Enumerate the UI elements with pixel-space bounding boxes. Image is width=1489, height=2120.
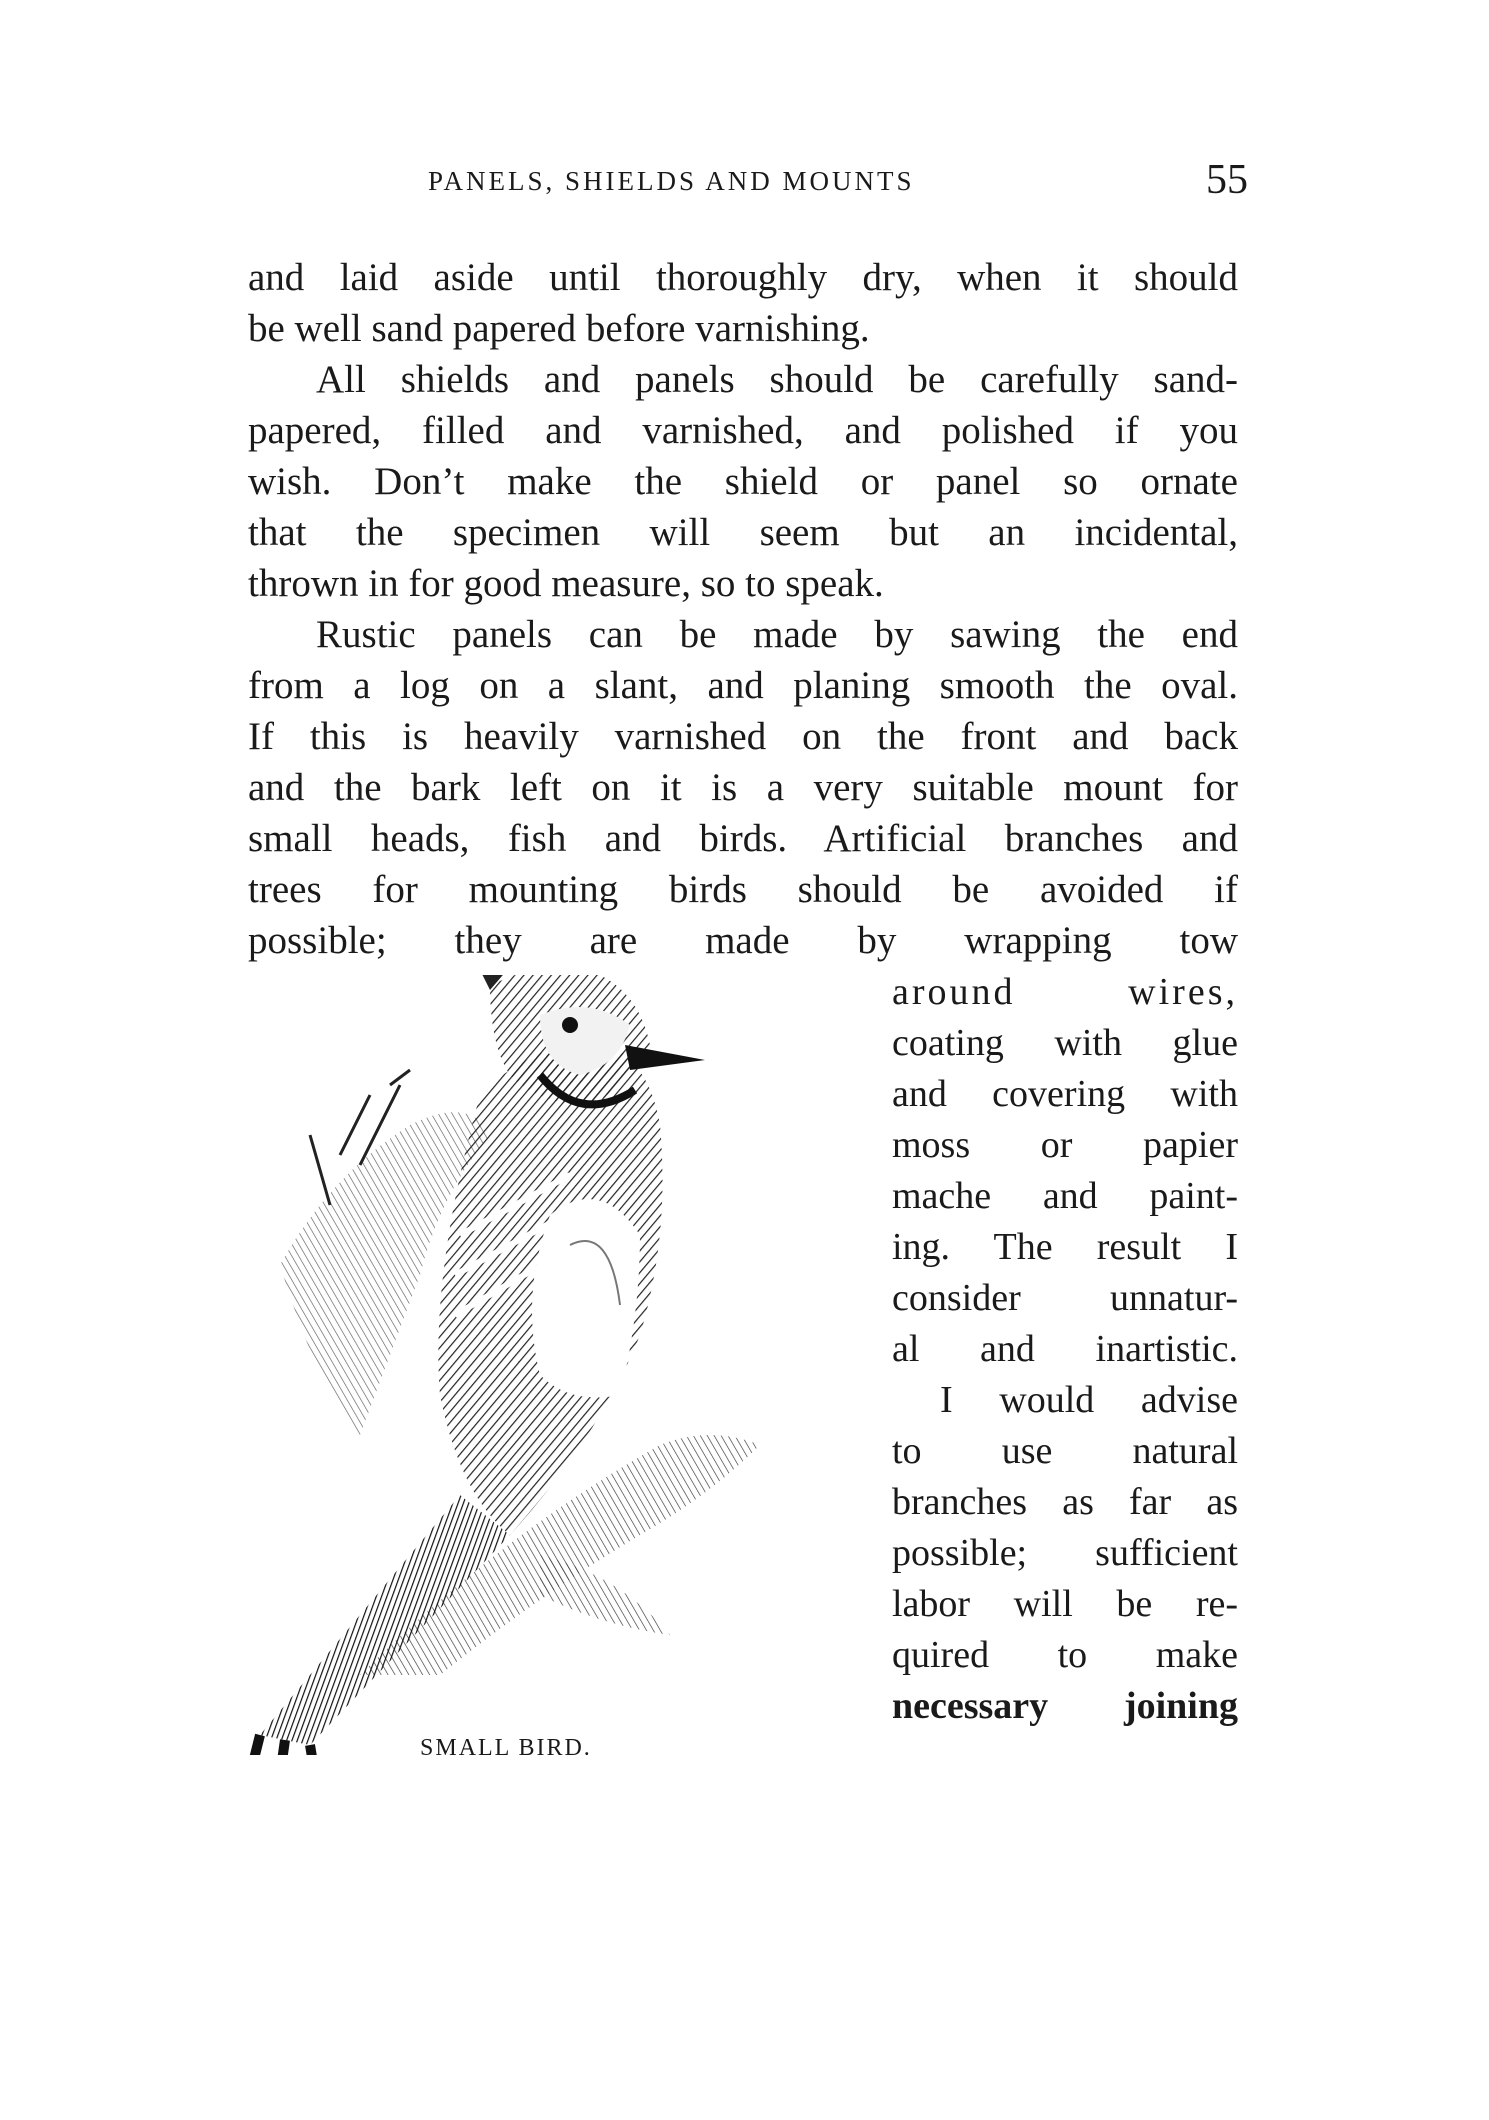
- text-line: papered, filled and varnished, and polished if you: [248, 409, 1238, 452]
- text-line: If this is heavily varnished on the front and back: [248, 715, 1238, 758]
- text-line: to use natural: [892, 1430, 1238, 1472]
- text-line: and laid aside until thoroughly dry, when it should: [248, 256, 1238, 299]
- bird-engraving-icon: [240, 975, 890, 1755]
- text-line: wish. Don’t make the shield or panel so ornate: [248, 460, 1238, 503]
- paragraph-1: [248, 252, 1238, 354]
- text-line: thrown in for good measure, so to speak.: [248, 562, 884, 605]
- text-line: branches as far as: [892, 1481, 1238, 1523]
- side-column: [892, 967, 1238, 1732]
- text-line: consider unnatur-: [892, 1277, 1238, 1319]
- text-line: I would advise: [940, 1379, 1238, 1421]
- text-line: small heads, fish and birds. Artificial branches and: [248, 817, 1238, 860]
- text-line: that the specimen will seem but an incidental,: [248, 511, 1238, 554]
- text-line: from a log on a slant, and planing smooth the oval.: [248, 664, 1238, 707]
- text-line: trees for mounting birds should be avoided if: [248, 868, 1238, 911]
- paragraph-3: [248, 609, 1238, 966]
- running-head: [248, 157, 1248, 210]
- figure-caption: SMALL BIRD.: [420, 1735, 592, 1761]
- text-line: mache and paint-: [892, 1175, 1238, 1217]
- text-line: Rustic panels can be made by sawing the end: [316, 613, 1238, 656]
- text-line: and the bark left on it is a very suitable mount for: [248, 766, 1238, 809]
- text-line: and covering with: [892, 1073, 1238, 1115]
- text-line: possible; sufficient: [892, 1532, 1238, 1574]
- text-line: All shields and panels should be carefully sand-: [316, 358, 1238, 401]
- running-title: PANELS, SHIELDS AND MOUNTS: [428, 166, 915, 196]
- text-line: coating with glue: [892, 1022, 1238, 1064]
- text-line: be well sand papered before varnishing.: [248, 307, 870, 350]
- text-line: quired to make: [892, 1634, 1238, 1676]
- page-number: 55: [1206, 157, 1248, 203]
- text-line: ing. The result I: [892, 1226, 1238, 1268]
- text-line: around wires,: [892, 971, 1238, 1013]
- text-line: al and inartistic.: [892, 1328, 1238, 1370]
- paragraph-2: [248, 354, 1238, 609]
- bird-figure: [240, 975, 890, 1755]
- text-line: labor will be re-: [892, 1583, 1238, 1625]
- text-line: possible; they are made by wrapping tow: [248, 919, 1238, 962]
- text-line: necessary joining: [892, 1685, 1238, 1727]
- text-line: moss or papier: [892, 1124, 1238, 1166]
